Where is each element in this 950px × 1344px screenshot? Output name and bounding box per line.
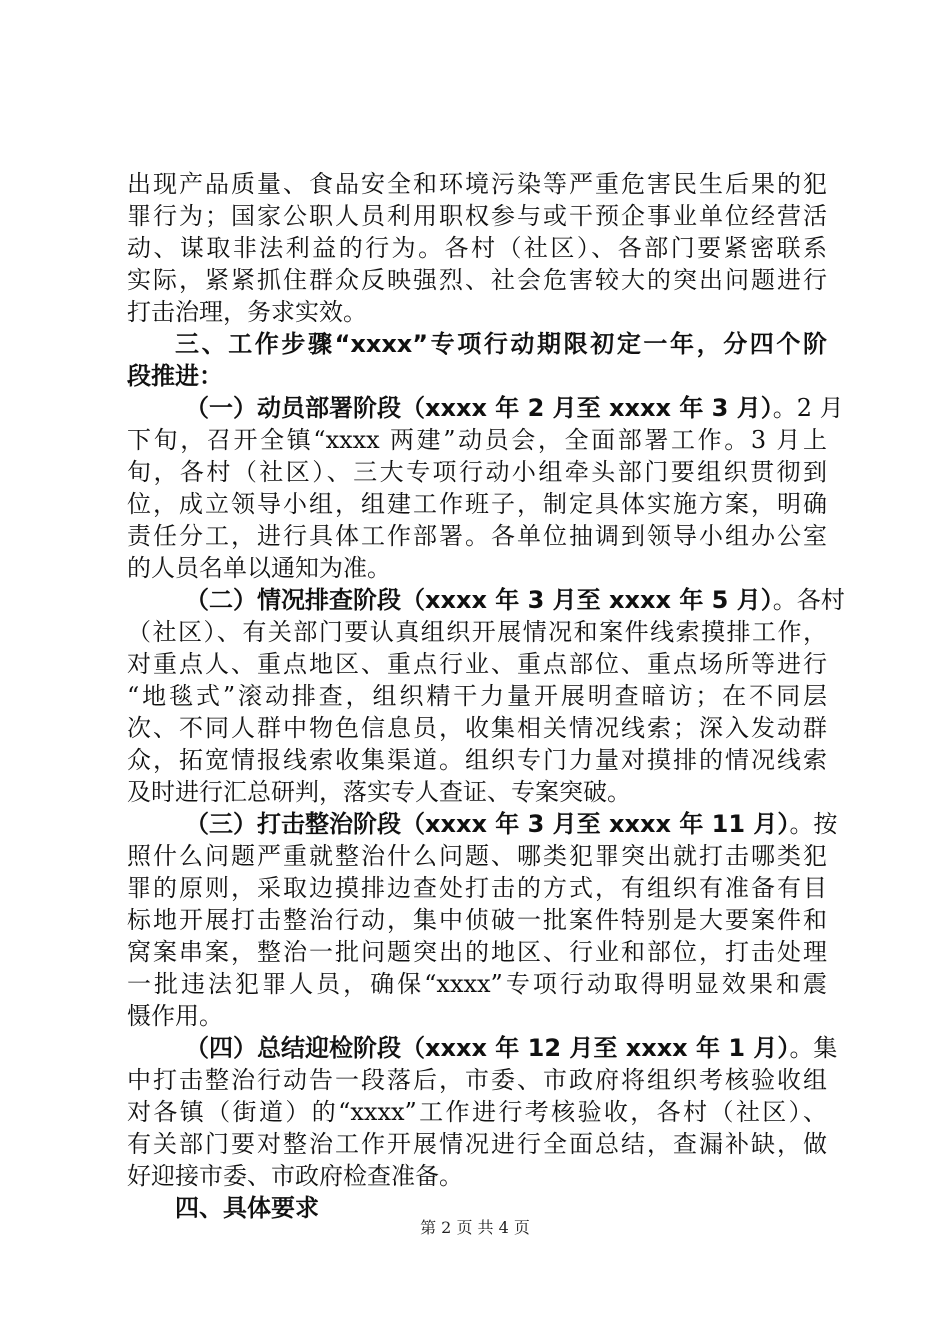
section-heading-3	[127, 328, 827, 392]
heading-line: 段推进：	[127, 362, 223, 390]
stage-title: （四）总结迎检阶段（xxxx 年 12 月至 xxxx 年 1 月）	[185, 1034, 790, 1062]
text-line: 罪的原则，采取边摸排边查处打击的方式，有组织有准备有目	[127, 874, 827, 902]
text-line: 对重点人、重点地区、重点行业、重点部位、重点场所等进行	[127, 650, 827, 678]
document-body	[127, 168, 845, 1224]
text-line: 的人员名单以通知为准。	[127, 554, 391, 582]
stage-title-tail: 。2 月	[772, 394, 844, 422]
text-line: 一批违法犯罪人员，确保“xxxx”专项行动取得明显效果和震	[127, 970, 827, 998]
stage-2-paragraph	[127, 584, 845, 808]
heading-line: 四、具体要求	[175, 1194, 319, 1222]
text-line: 旬，各村（社区）、三大专项行动小组牵头部门要组织贯彻到	[127, 458, 827, 486]
text-line: 窝案串案，整治一批问题突出的地区、行业和部位，打击处理	[127, 938, 827, 966]
text-line: 中打击整治行动告一段落后，市委、市政府将组织考核验收组	[127, 1066, 827, 1094]
text-line: 出现产品质量、食品安全和环境污染等严重危害民生后果的犯	[127, 170, 827, 198]
text-line: 下旬，召开全镇“xxxx 两建”动员会，全面部署工作。3 月上	[127, 426, 827, 454]
stage-title-tail: 。集	[789, 1034, 838, 1062]
text-line: 罪行为；国家公职人员利用职权参与或干预企事业单位经营活	[127, 202, 827, 230]
text-line: 照什么问题严重就整治什么问题、哪类犯罪突出就打击哪类犯	[127, 842, 827, 870]
text-line: 次、不同人群中物色信息员，收集相关情况线索；深入发动群	[127, 714, 827, 742]
text-line: （社区）、有关部门要认真组织开展情况和案件线索摸排工作，	[127, 618, 827, 646]
text-line: 打击治理，务求实效。	[127, 298, 367, 326]
stage-title-line	[127, 808, 838, 840]
text-line: 动、谋取非法利益的行为。各村（社区）、各部门要紧密联系	[127, 234, 827, 262]
stage-4-paragraph	[127, 1032, 838, 1192]
stage-1-paragraph	[127, 392, 844, 584]
stage-title: （一）动员部署阶段（xxxx 年 2 月至 xxxx 年 3 月）	[185, 394, 773, 422]
text-line: “地毯式”滚动排查，组织精干力量开展明查暗访；在不同层	[127, 682, 827, 710]
stage-title-line	[127, 392, 844, 424]
stage-title: （三）打击整治阶段（xxxx 年 3 月至 xxxx 年 11 月）	[185, 810, 790, 838]
text-line: 位，成立领导小组，组建工作班子，制定具体实施方案，明确	[127, 490, 827, 518]
page-footer: 第 2 页 共 4 页	[420, 1218, 530, 1237]
text-line: 及时进行汇总研判，落实专人查证、专案突破。	[127, 778, 631, 806]
heading-line: 三、工作步骤“xxxx”专项行动期限初定一年，分四个阶	[175, 330, 827, 358]
stage-title-line	[127, 1032, 838, 1064]
paragraph-intro	[127, 168, 827, 328]
stage-title-tail: 。各村	[772, 586, 845, 614]
text-line: 对各镇（街道）的“xxxx”工作进行考核验收，各村（社区）、	[127, 1098, 827, 1126]
stage-title-line	[127, 584, 845, 616]
stage-3-paragraph	[127, 808, 838, 1032]
text-line: 实际，紧紧抓住群众反映强烈、社会危害较大的突出问题进行	[127, 266, 827, 294]
text-line: 责任分工，进行具体工作部署。各单位抽调到领导小组办公室	[127, 522, 827, 550]
stage-title-tail: 。按	[789, 810, 838, 838]
text-line: 慑作用。	[127, 1002, 223, 1030]
text-line: 好迎接市委、市政府检查准备。	[127, 1162, 463, 1190]
text-line: 标地开展打击整治行动，集中侦破一批案件特别是大要案件和	[127, 906, 827, 934]
stage-title: （二）情况排查阶段（xxxx 年 3 月至 xxxx 年 5 月）	[185, 586, 773, 614]
text-line: 有关部门要对整治工作开展情况进行全面总结，查漏补缺，做	[127, 1130, 827, 1158]
text-line: 众，拓宽情报线索收集渠道。组织专门力量对摸排的情况线索	[127, 746, 827, 774]
